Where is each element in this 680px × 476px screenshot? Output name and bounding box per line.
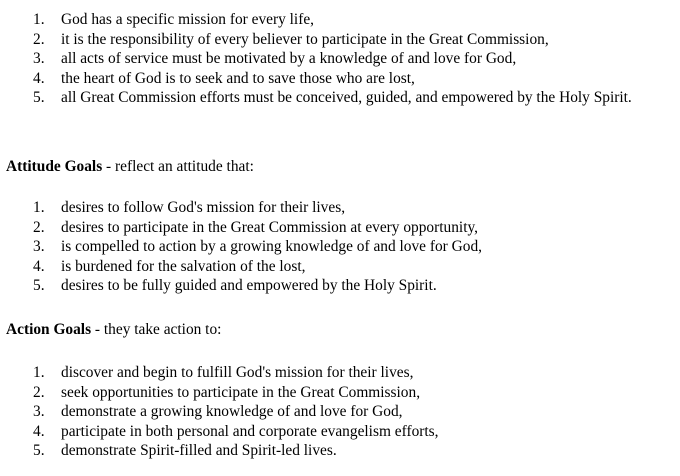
- list-item: [0, 30, 675, 50]
- list-item-text: God has a specific mission for every life,: [61, 11, 315, 28]
- list-item-number: 2.: [33, 30, 45, 48]
- list-item: [0, 218, 482, 238]
- attitude-goals-list: [0, 198, 482, 296]
- list-item-number: 2.: [33, 383, 45, 401]
- list-item-number: 3.: [33, 50, 45, 68]
- list-item: [0, 441, 439, 461]
- list-item-text: all Great Commission efforts must be conceived, guided, and empowered by the Holy Spirit.: [61, 89, 632, 107]
- list-item-number: 4.: [33, 69, 45, 87]
- list-item: [0, 237, 482, 257]
- belief-list: [0, 10, 675, 108]
- list-item-number: 4.: [33, 422, 45, 440]
- list-item-number: 5.: [33, 89, 45, 107]
- list-item: [0, 257, 482, 277]
- list-item-text: desires to follow God's mission for their lives,: [61, 199, 346, 216]
- action-goals-intro: - they take action to:: [91, 321, 222, 338]
- list-item-text: desires to be fully guided and empowered by the Holy Spirit.: [61, 277, 437, 295]
- list-item-text: it is the responsibility of every believer to participate in the Great Commission,: [61, 30, 549, 48]
- list-item: [0, 49, 675, 69]
- list-item-text: all acts of service must be motivated by a knowledge of and love for God,: [61, 50, 517, 68]
- list-item-number: 5.: [33, 442, 45, 460]
- list-item-text: seek opportunities to participate in the Great Commission,: [61, 383, 421, 401]
- list-item: [0, 363, 439, 383]
- list-item-text: desires to participate in the Great Commission at every opportunity,: [61, 218, 479, 236]
- list-item: [0, 88, 675, 108]
- list-item-text: participate in both personal and corporate evangelism efforts,: [61, 422, 439, 440]
- attitude-goals-heading: [6, 157, 254, 177]
- attitude-goals-label: Attitude Goals: [6, 158, 103, 175]
- list-item-number: 5.: [33, 277, 45, 295]
- list-item-number: 1.: [33, 199, 45, 216]
- list-item-number: 4.: [33, 257, 45, 275]
- list-item-text: demonstrate a growing knowledge of and love for God,: [61, 403, 403, 421]
- list-item: [0, 422, 439, 442]
- list-item-text: discover and begin to fulfill God's mission for their lives,: [61, 364, 414, 381]
- list-item: [0, 383, 439, 403]
- list-item-number: 1.: [33, 11, 45, 28]
- list-item-text: is burdened for the salvation of the lost,: [61, 257, 306, 275]
- list-item-text: demonstrate Spirit-filled and Spirit-led lives.: [61, 442, 337, 460]
- list-item-text: is compelled to action by a growing knowledge of and love for God,: [61, 238, 483, 256]
- list-item-number: 3.: [33, 238, 45, 256]
- list-item: [0, 276, 482, 296]
- action-goals-heading: [6, 320, 221, 340]
- list-item: [0, 198, 482, 218]
- attitude-goals-intro: - reflect an attitude that:: [102, 158, 254, 175]
- list-item: [0, 10, 675, 30]
- list-item-number: 1.: [33, 364, 45, 381]
- action-goals-label: Action Goals: [6, 321, 92, 338]
- list-item-number: 3.: [33, 403, 45, 421]
- list-item: [0, 402, 439, 422]
- list-item-number: 2.: [33, 218, 45, 236]
- list-item: [0, 69, 675, 89]
- list-item-text: the heart of God is to seek and to save those who are lost,: [61, 69, 415, 87]
- action-goals-list: [0, 363, 439, 461]
